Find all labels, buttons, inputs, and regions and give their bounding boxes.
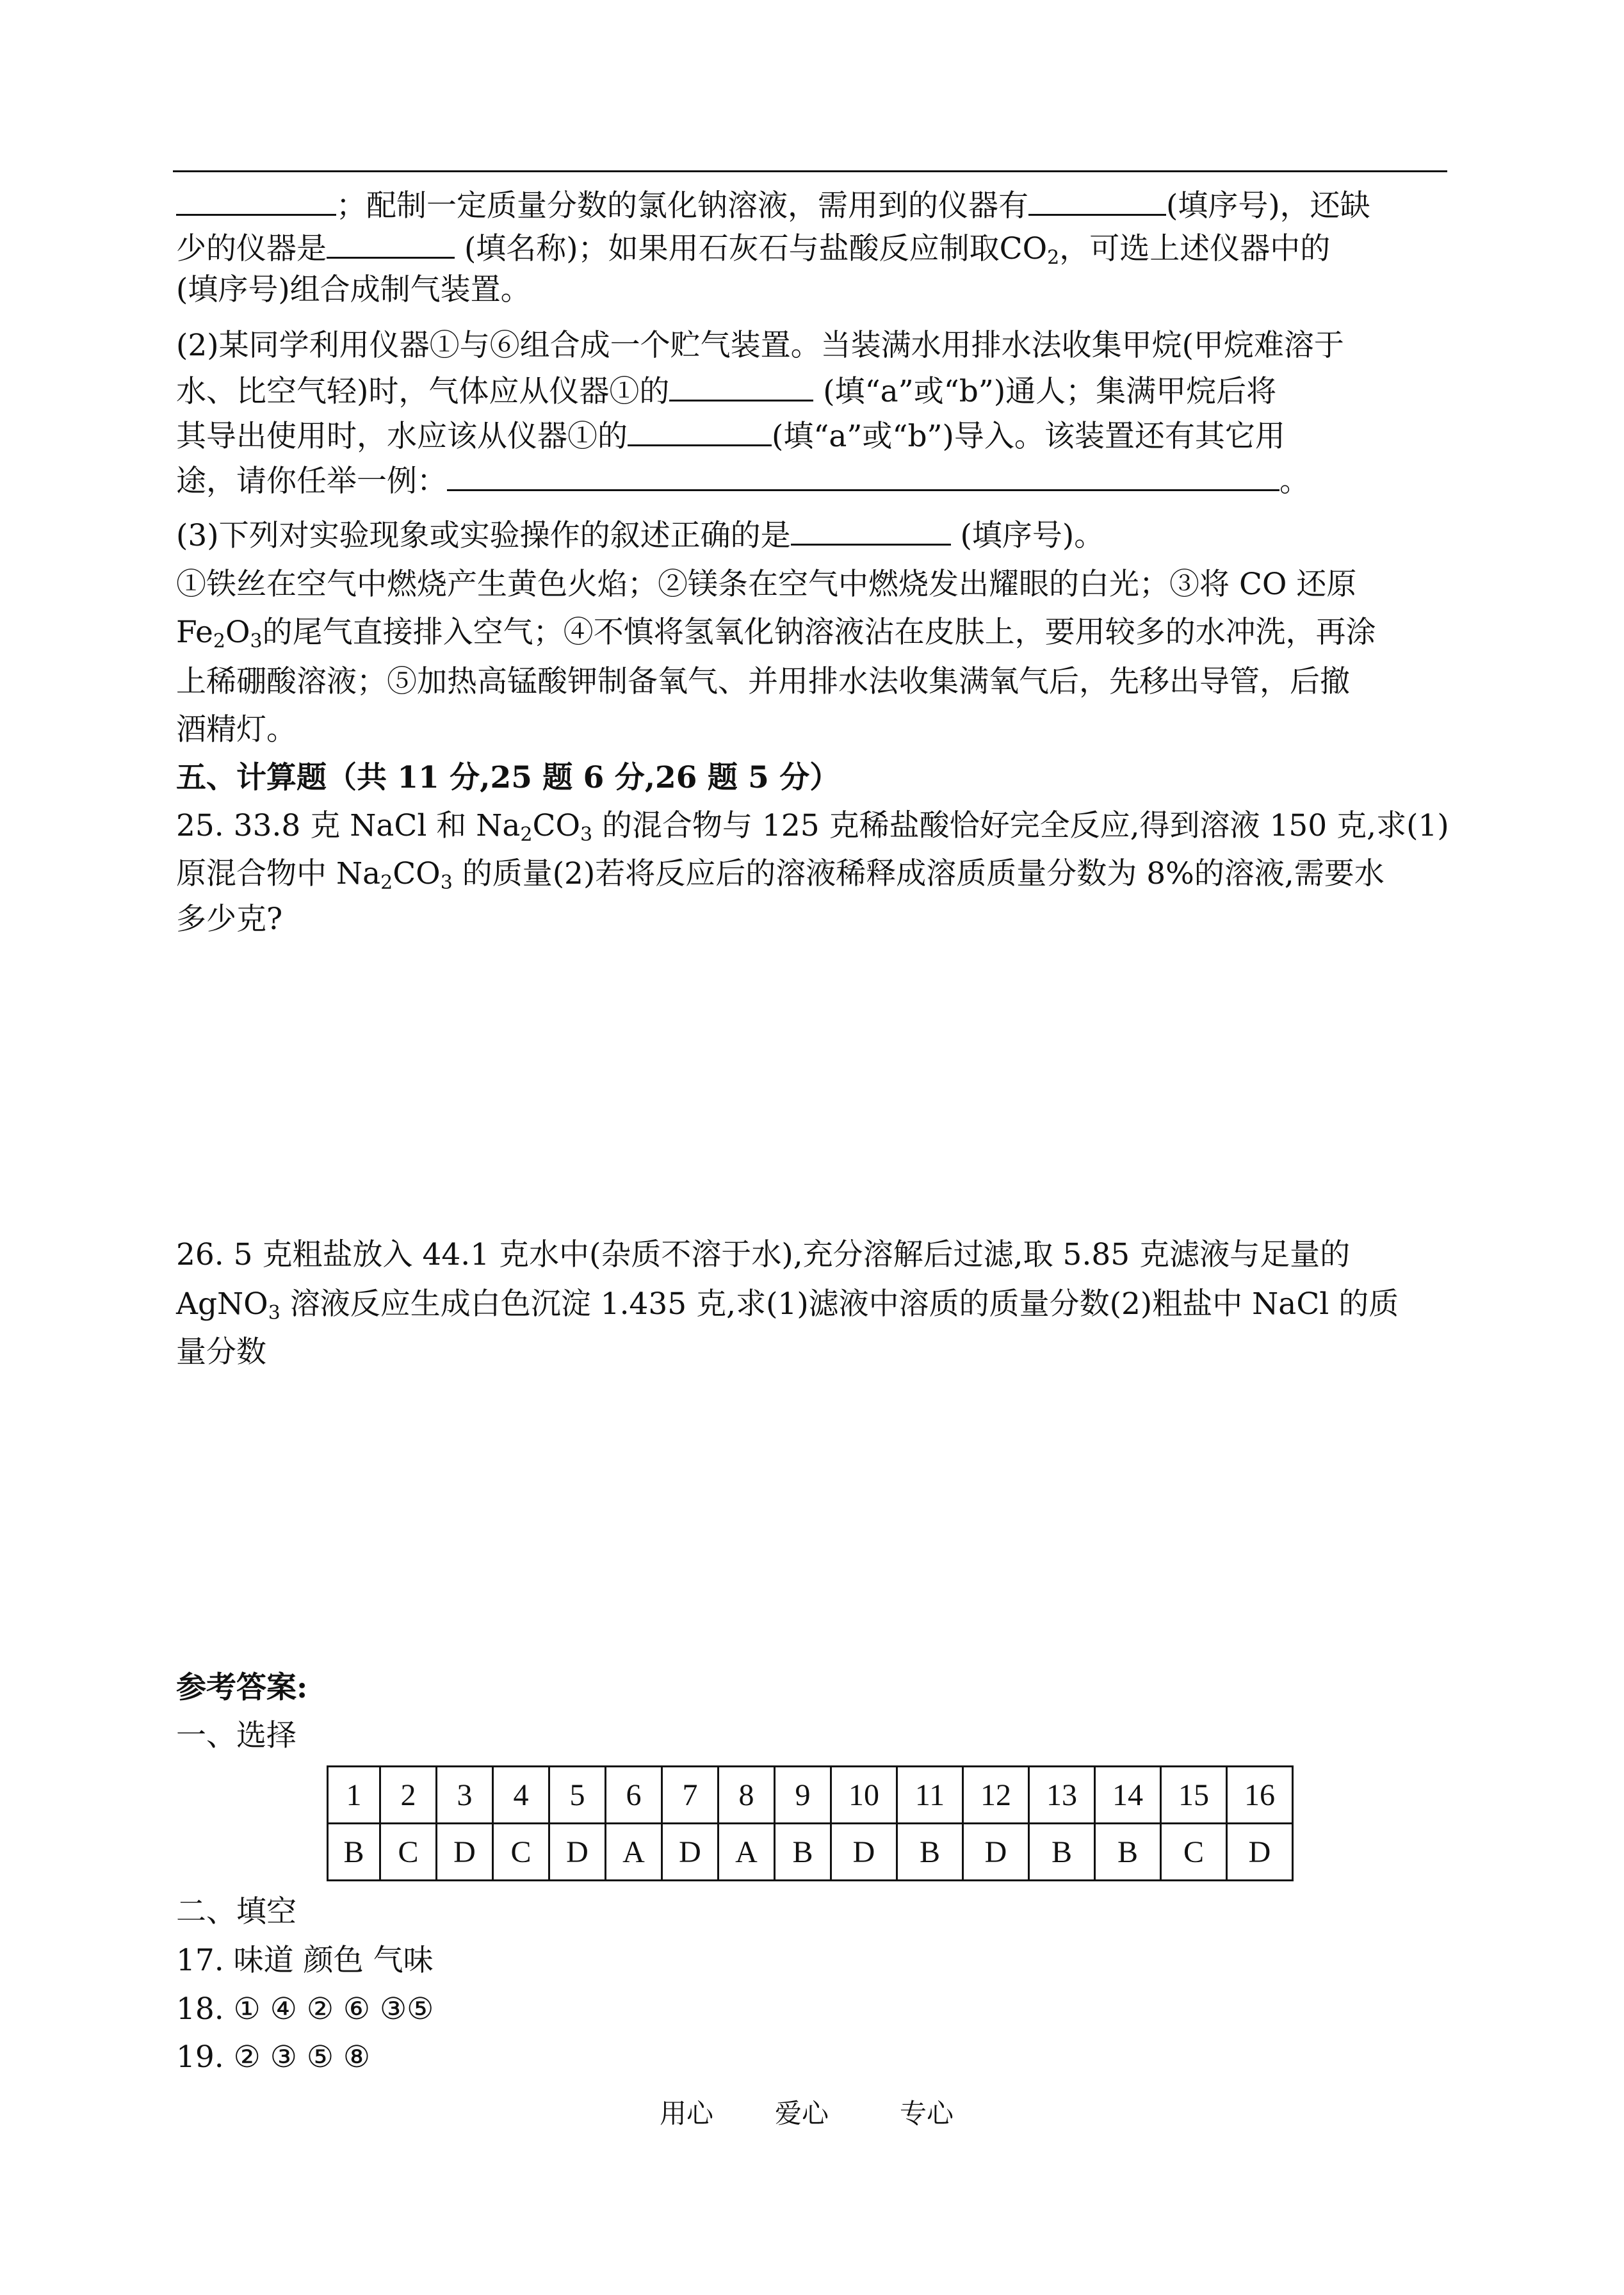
table-cell: B <box>1029 1824 1095 1881</box>
q24-line-9: ①铁丝在空气中燃烧产生黄色火焰；②镁条在空气中燃烧发出耀眼的白光；③将 CO 还原 <box>176 567 1357 602</box>
q24-line-4: (2)某同学利用仪器①与⑥组合成一个贮气装置。当装满水用排水法收集甲烷(甲烷难溶于 <box>176 328 1344 363</box>
table-cell: B <box>328 1824 380 1881</box>
q25-line-2: 原混合物中 $Na_2CO_3$ 的质量(2)若将反应后的溶液稀释成溶质质量分数为 8%的溶液,需要水 <box>176 856 1384 894</box>
table-cell: 2 <box>380 1767 437 1824</box>
table-cell: 13 <box>1029 1767 1095 1824</box>
footer-word-1: 用心 <box>660 2098 714 2129</box>
header-rule <box>173 170 1447 172</box>
table-cell: 16 <box>1227 1767 1293 1824</box>
answer-18: 18. ① ④ ② ⑥ ③⑤ <box>176 1991 434 2027</box>
table-cell: 3 <box>437 1767 493 1824</box>
table-cell: C <box>493 1824 549 1881</box>
q24-line-7: 途，请你任举一例： 。 <box>176 461 1310 499</box>
table-cell: 10 <box>831 1767 897 1824</box>
table-cell: D <box>662 1824 719 1881</box>
answer-table-number-row <box>328 1767 1293 1824</box>
q24-line-2: 少的仪器是 (填名称)；如果用石灰石与盐酸反应制取$CO_2$，可选上述仪器中的 <box>176 229 1330 267</box>
answer-blank[interactable] <box>628 416 772 446</box>
q24-line-8: (3)下列对实验现象或实验操作的叙述正确的是 (填序号)。 <box>176 515 1104 554</box>
table-cell: D <box>437 1824 493 1881</box>
table-cell: B <box>1095 1824 1161 1881</box>
q24-line-6: 其导出使用时，水应该从仪器①的 (填“a”或“b”)导入。该装置还有其它用 <box>176 416 1285 455</box>
q24-line-3: (填序号)组合成制气装置。 <box>176 272 531 307</box>
table-cell: 1 <box>328 1767 380 1824</box>
answer-blank[interactable] <box>176 186 336 216</box>
table-cell: 12 <box>963 1767 1029 1824</box>
table-cell: 8 <box>719 1767 775 1824</box>
table-cell: 6 <box>606 1767 662 1824</box>
answers-section-1: 一、选择 <box>176 1718 296 1753</box>
q24-line-12: 酒精灯。 <box>176 712 296 747</box>
table-cell: D <box>831 1824 897 1881</box>
table-cell: 15 <box>1161 1767 1227 1824</box>
answers-section-2: 二、填空 <box>176 1894 296 1929</box>
q26-line-1: 26. 5 克粗盐放入 44.1 克水中(杂质不溶于水),充分溶解后过滤,取 5.85 克滤液与足量的 <box>176 1237 1351 1272</box>
footer-word-3: 专心 <box>900 2098 954 2129</box>
q26-line-2: AgNO$_3$ 溶液反应生成白色沉淀 1.435 克,求(1)滤液中溶质的质量分数(2)粗盐中 NaCl 的质 <box>176 1286 1399 1324</box>
table-cell: D <box>963 1824 1029 1881</box>
section-5-heading: 五、计算题（共 11 分,25 题 6 分,26 题 5 分） <box>176 760 840 795</box>
table-cell: B <box>897 1824 963 1881</box>
table-cell: 9 <box>775 1767 831 1824</box>
table-cell: C <box>380 1824 437 1881</box>
answers-heading: 参考答案: <box>176 1670 308 1705</box>
table-cell: D <box>549 1824 606 1881</box>
answer-table-answer-row <box>328 1824 1293 1881</box>
table-cell: A <box>606 1824 662 1881</box>
answer-blank[interactable] <box>1028 186 1166 216</box>
table-cell: B <box>775 1824 831 1881</box>
table-cell: 14 <box>1095 1767 1161 1824</box>
table-cell: 11 <box>897 1767 963 1824</box>
footer-word-2: 爱心 <box>775 2098 829 2129</box>
q25-line-1: 25. 33.8 克 NaCl 和 $Na_2CO_3$ 的混合物与 125 克稀盐酸恰好完全反应,得到溶液 150 克,求(1) <box>176 808 1449 846</box>
table-cell: D <box>1227 1824 1293 1881</box>
answer-19: 19. ② ③ ⑤ ⑧ <box>176 2040 371 2075</box>
answer-17: 17. 味道 颜色 气味 <box>176 1943 434 1978</box>
answer-table <box>327 1765 1294 1881</box>
q24-line-11: 上稀硼酸溶液；⑤加热高锰酸钾制备氧气、并用排水法收集满氧气后，先移出导管，后撤 <box>176 664 1350 699</box>
table-cell: 4 <box>493 1767 549 1824</box>
table-cell: A <box>719 1824 775 1881</box>
table-cell: 7 <box>662 1767 719 1824</box>
table-cell: 5 <box>549 1767 606 1824</box>
q24-line-10: $Fe_2O_3$的尾气直接排入空气；④不慎将氢氧化钠溶液沾在皮肤上，要用较多的水冲洗，再涂 <box>176 615 1376 653</box>
answer-blank[interactable] <box>791 515 951 546</box>
q24-line-1: ；配制一定质量分数的氯化钠溶液，需用到的仪器有 (填序号)，还缺 <box>176 186 1370 224</box>
table-cell: C <box>1161 1824 1227 1881</box>
q24-line-5: 水、比空气轻)时，气体应从仪器①的 (填“a”或“b”)通人；集满甲烷后将 <box>176 371 1276 410</box>
q25-line-3: 多少克? <box>176 902 283 937</box>
answer-blank[interactable] <box>447 461 1279 491</box>
answer-blank[interactable] <box>327 229 455 259</box>
answer-blank[interactable] <box>669 371 813 401</box>
q26-line-3: 量分数 <box>176 1334 266 1370</box>
